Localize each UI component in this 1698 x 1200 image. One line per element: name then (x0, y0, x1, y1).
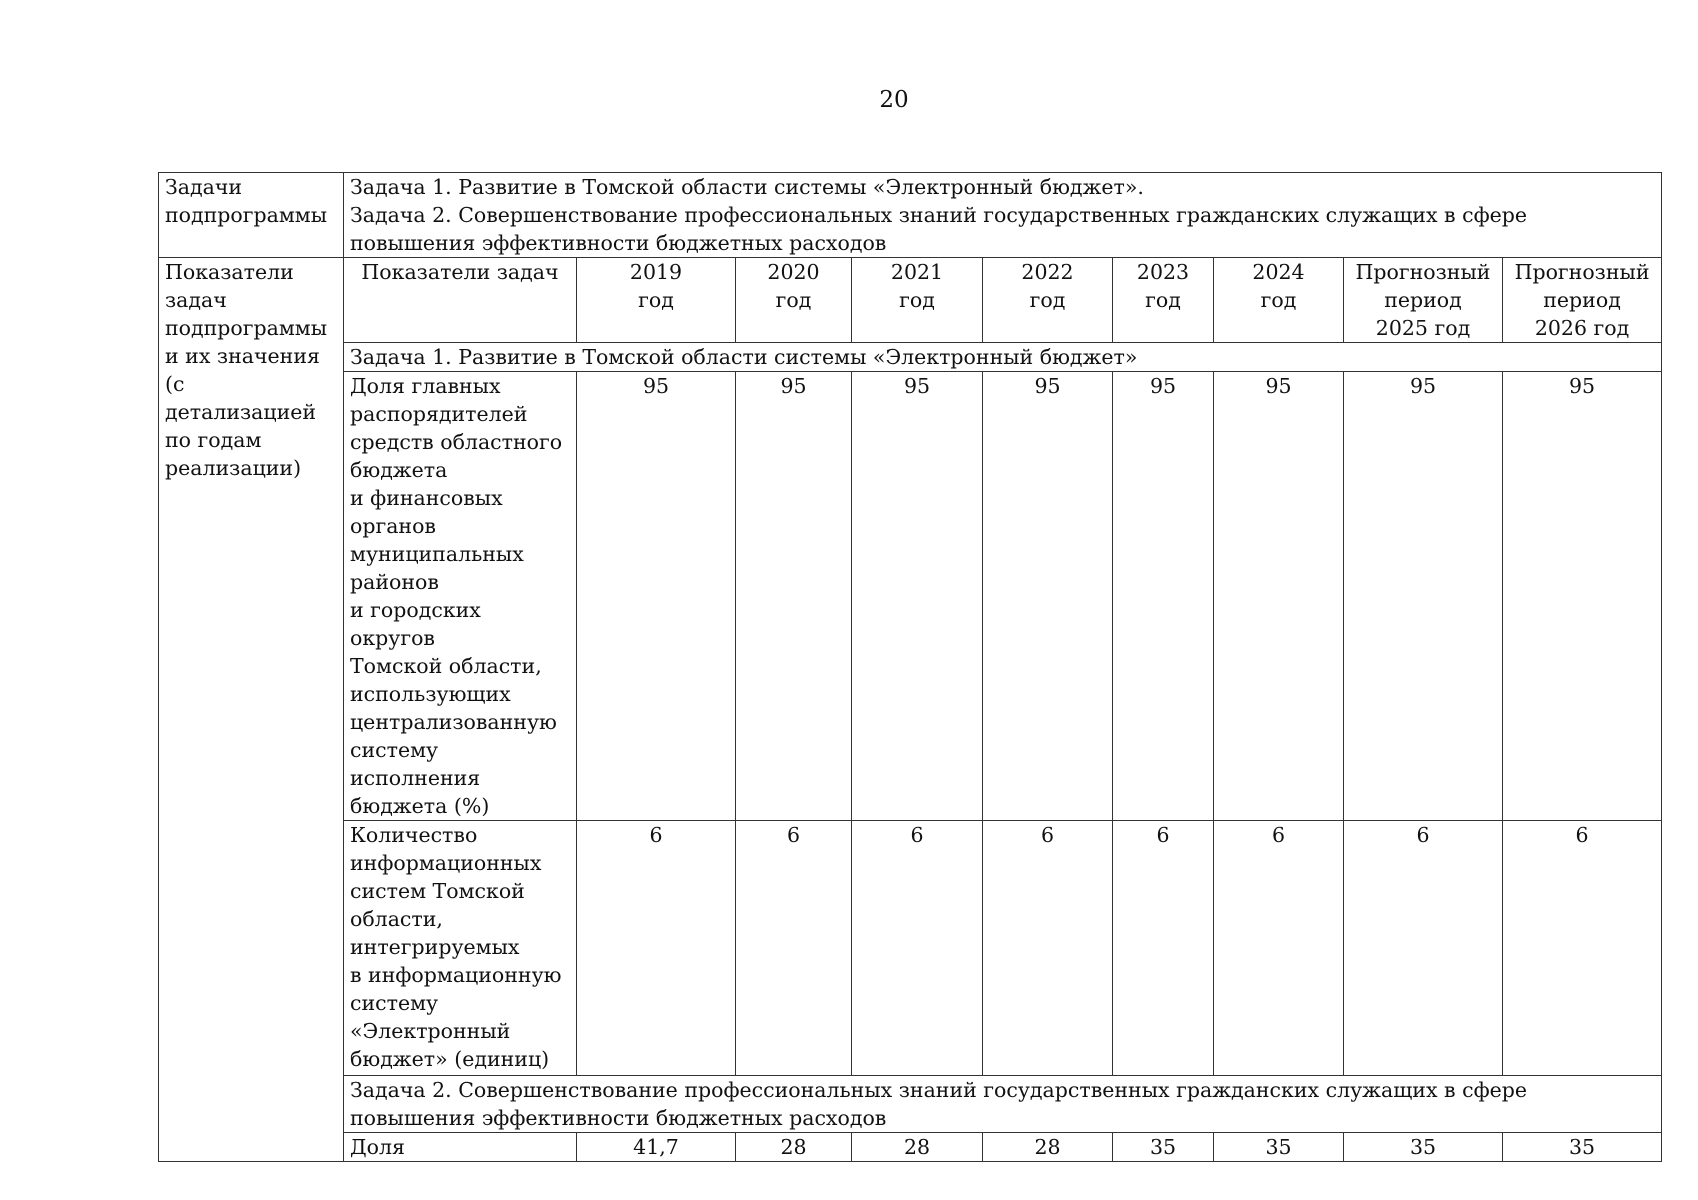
header-line: год (638, 288, 674, 312)
value-cell: 95 (736, 372, 852, 821)
table-row (159, 821, 1662, 1076)
indicator-name-cell (344, 1133, 577, 1162)
header-line: Прогнозный (1355, 260, 1491, 284)
value-cell: 6 (577, 821, 736, 1076)
value-cell: 6 (736, 821, 852, 1076)
indicator-name-line: информационных (350, 851, 542, 875)
indicator-name-line: в информационную (350, 963, 562, 987)
indicator-name-line: Томской области, (350, 654, 542, 678)
task-2-title-row (159, 1076, 1662, 1133)
header-line: 2022 (1021, 260, 1074, 284)
indicator-name-line: бюджета (350, 458, 448, 482)
value-cell: 6 (852, 821, 983, 1076)
tasks-label-line: подпрограммы (165, 203, 328, 227)
indicators-label-line: по годам (165, 428, 262, 452)
indicator-name-line: систем Томской (350, 879, 525, 903)
indicator-name-line: систему исполнения (350, 738, 481, 790)
indicator-name-line: бюджет» (единиц) (350, 1047, 550, 1071)
subprogram-table (158, 172, 1662, 1162)
header-forecast-2026 (1503, 258, 1662, 343)
value-cell: 28 (983, 1133, 1113, 1162)
indicator-name-line: бюджета (%) (350, 794, 490, 818)
indicators-label-line: (с детализацией (165, 372, 317, 424)
indicator-name-cell (344, 821, 577, 1076)
indicator-name-line: средств областного (350, 430, 563, 454)
value-cell: 6 (1214, 821, 1344, 1076)
value-cell: 95 (1344, 372, 1503, 821)
value-cell: 41,7 (577, 1133, 736, 1162)
tasks-label-cell (159, 173, 344, 258)
value-cell: 35 (1344, 1133, 1503, 1162)
value-cell: 6 (1503, 821, 1662, 1076)
indicator-name-line: и городских округов (350, 598, 481, 650)
header-line: 2019 (629, 260, 683, 284)
header-line: период (1384, 288, 1462, 312)
header-year-2019 (577, 258, 736, 343)
indicator-name-line: интегрируемых (350, 935, 520, 959)
indicator-name-line: и финансовых (350, 486, 503, 510)
header-year-2021 (852, 258, 983, 343)
value-cell: 95 (577, 372, 736, 821)
header-indicator: Показатели задач (344, 258, 577, 343)
header-line: год (1145, 288, 1181, 312)
indicator-name-line: районов (350, 570, 439, 594)
indicator-name-cell (344, 372, 577, 821)
header-year-2020 (736, 258, 852, 343)
header-year-2022 (983, 258, 1113, 343)
value-cell: 95 (1214, 372, 1344, 821)
tasks-row (159, 173, 1662, 258)
tasks-label-line: Задачи (165, 175, 243, 199)
value-cell: 95 (1113, 372, 1214, 821)
tasks-text-cell (344, 173, 1662, 258)
header-line: год (775, 288, 812, 312)
table-row (159, 372, 1662, 821)
task-2-title: Задача 2. Совершенствование профессиональных знаний государственных гражданских служащих в сфере повышения эффективности бюджетных расходов (344, 1076, 1662, 1133)
indicator-name-line: органов (350, 514, 436, 538)
header-line: 2026 год (1534, 316, 1630, 340)
header-line: период (1543, 288, 1621, 312)
indicators-label-line: и их значения (165, 344, 320, 368)
indicator-name-line: распорядителей (350, 402, 528, 426)
indicator-name-line: Доля (350, 1135, 405, 1159)
indicators-label-cell (159, 258, 344, 1162)
header-forecast-2025 (1344, 258, 1503, 343)
task-1-title: Задача 1. Развитие в Томской области системы «Электронный бюджет» (344, 343, 1662, 372)
indicator-name-line: муниципальных (350, 542, 524, 566)
page-number: 20 (879, 87, 909, 113)
indicators-label-line: задач (165, 288, 227, 312)
header-line: год (899, 288, 935, 312)
value-cell: 28 (736, 1133, 852, 1162)
header-line: 2020 (767, 260, 820, 284)
value-cell: 35 (1503, 1133, 1662, 1162)
indicators-label-line: Показатели (165, 260, 294, 284)
indicator-name-line: Доля главных (350, 374, 501, 398)
header-line: год (1029, 288, 1066, 312)
value-cell: 95 (983, 372, 1113, 821)
value-cell: 6 (983, 821, 1113, 1076)
header-line: 2021 (890, 260, 944, 284)
value-cell: 6 (1113, 821, 1214, 1076)
table-row (159, 1133, 1662, 1162)
indicators-header-row (159, 258, 1662, 343)
header-line: Прогнозный (1514, 260, 1650, 284)
indicator-name-line: области, (350, 907, 443, 931)
header-line: 2025 год (1375, 316, 1471, 340)
value-cell: 95 (1503, 372, 1662, 821)
task-1-text: Задача 1. Развитие в Томской области системы «Электронный бюджет». (350, 175, 1144, 199)
task-2-text: Задача 2. Совершенствование профессиональных знаний государственных гражданских служащих в сфере повышения эффективности бюджетных расходов (350, 203, 1528, 255)
value-cell: 95 (852, 372, 983, 821)
indicator-name-line: централизованную (350, 710, 557, 734)
indicator-name-line: использующих (350, 682, 511, 706)
indicators-label-line: реализации) (165, 456, 302, 480)
value-cell: 35 (1214, 1133, 1344, 1162)
header-line: год (1260, 288, 1297, 312)
indicator-name-line: систему (350, 991, 439, 1015)
value-cell: 35 (1113, 1133, 1214, 1162)
value-cell: 6 (1344, 821, 1503, 1076)
header-year-2023 (1113, 258, 1214, 343)
indicators-label-line: подпрограммы (165, 316, 328, 340)
header-year-2024 (1214, 258, 1344, 343)
indicator-name-line: Количество (350, 823, 478, 847)
value-cell: 28 (852, 1133, 983, 1162)
indicator-name-line: «Электронный (350, 1019, 511, 1043)
header-line: 2023 (1136, 260, 1190, 284)
task-1-title-row (159, 343, 1662, 372)
header-line: 2024 (1252, 260, 1305, 284)
